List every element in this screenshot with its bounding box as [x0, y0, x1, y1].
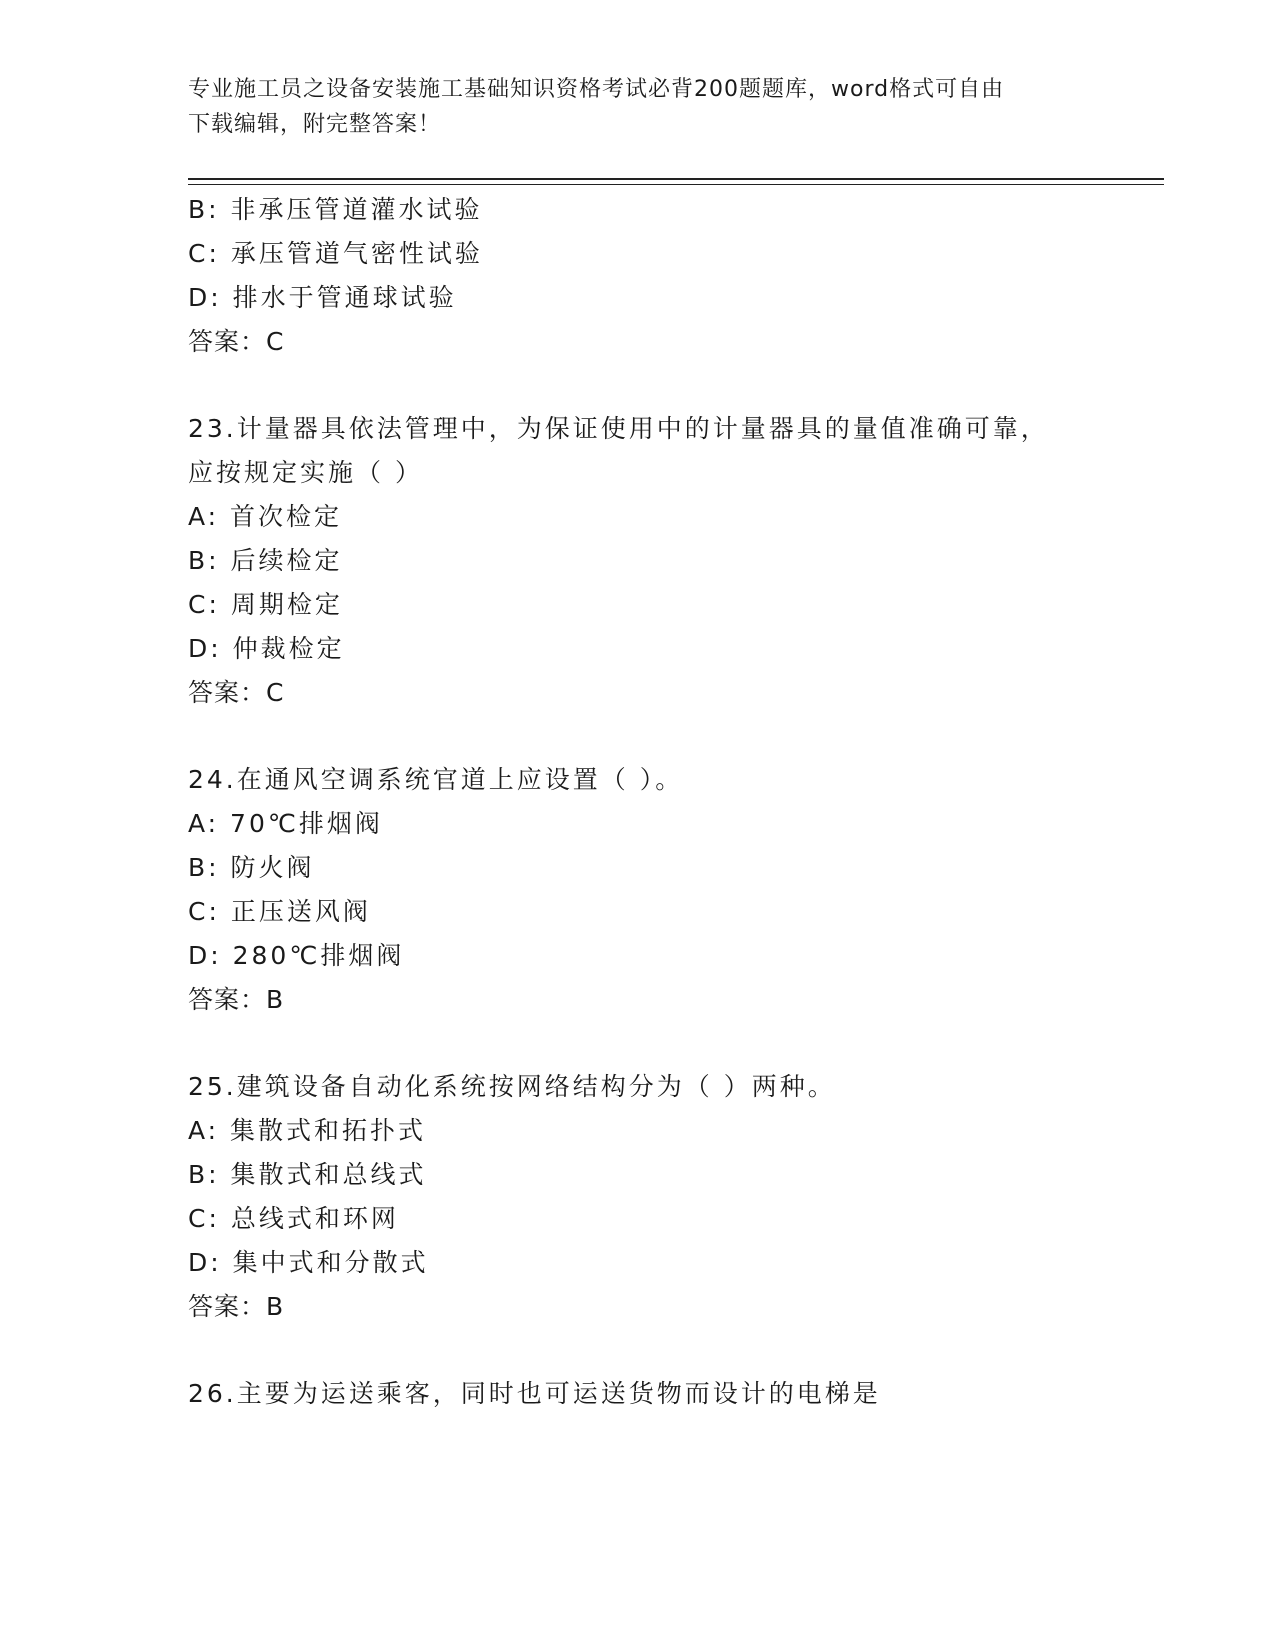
header-line-2: 下载编辑，附完整答案！	[188, 112, 442, 137]
q22-option-b: B: 非承压管道灌水试验	[188, 195, 483, 224]
q24-option-c: C: 正压送风阀	[188, 897, 371, 926]
q25-option-b: B: 集散式和总线式	[188, 1160, 427, 1189]
q23-option-b: B: 后续检定	[188, 546, 343, 575]
q22-option-c: C: 承压管道气密性试验	[188, 239, 483, 268]
q23-answer: 答案：C	[188, 678, 285, 707]
q24-option-d: D: 280℃排烟阀	[188, 941, 405, 970]
q26-stem: 26.主要为运送乘客，同时也可运送货物而设计的电梯是	[188, 1379, 881, 1408]
q23-option-d: D: 仲裁检定	[188, 634, 345, 663]
q24-option-a: A: 70℃排烟阀	[188, 809, 383, 838]
q25-option-d: D: 集中式和分散式	[188, 1248, 429, 1277]
document-header	[188, 72, 1088, 142]
q22-option-d: D: 排水于管通球试验	[188, 283, 457, 312]
q25-stem: 25.建筑设备自动化系统按网络结构分为（ ）两种。	[188, 1072, 836, 1101]
q23-stem-line-2: 应按规定实施（ ）	[188, 458, 423, 487]
header-divider-thick	[188, 178, 1164, 180]
q23-option-c: C: 周期检定	[188, 590, 343, 619]
q23-stem-line-1: 23.计量器具依法管理中，为保证使用中的计量器具的量值准确可靠，	[188, 414, 1049, 443]
q24-option-b: B: 防火阀	[188, 853, 315, 882]
q24-answer: 答案：B	[188, 985, 285, 1014]
q23-option-a: A: 首次检定	[188, 502, 343, 531]
q25-option-c: C: 总线式和环网	[188, 1204, 399, 1233]
q25-option-a: A: 集散式和拓扑式	[188, 1116, 427, 1145]
header-divider-thin	[188, 184, 1164, 185]
header-line-1: 专业施工员之设备安装施工基础知识资格考试必背200题题库，word格式可自由	[188, 77, 1005, 102]
q25-answer: 答案：B	[188, 1292, 285, 1321]
q22-answer: 答案：C	[188, 327, 285, 356]
q24-stem: 24.在通风空调系统官道上应设置（ ）。	[188, 765, 684, 794]
